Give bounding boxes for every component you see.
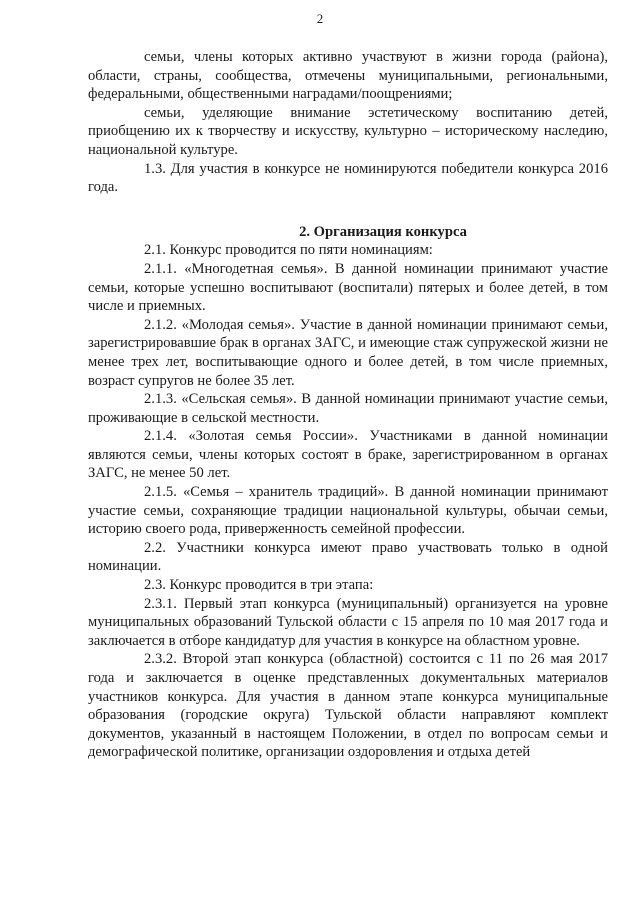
paragraph-2-1: 2.1. Конкурс проводится по пяти номинациям: <box>144 242 433 259</box>
paragraph-2-1-1: 2.1.1. «Многодетная семья». В данной номинации принимают участие семьи, которые успешно воспитывают (воспитали) пятерых и более детей, в том числе и приемных. <box>88 260 608 315</box>
paragraph-2-1-3: 2.1.3. «Сельская семья». В данной номинации принимают участие семьи, проживающие в сельской местности. <box>88 391 608 426</box>
paragraph-1-3: 1.3. Для участия в конкурсе не номинируются победители конкурса 2016 года. <box>88 160 608 196</box>
paragraph-2-2: 2.2. Участники конкурса имеют право участвовать только в одной номинации. <box>88 539 608 575</box>
document-body <box>88 48 608 762</box>
section-heading: 2. Организация конкурса <box>299 223 467 240</box>
paragraph-2-3-1: 2.3.1. Первый этап конкурса (муниципальный) организуется на уровне муниципальных образований Тульской области с 15 апреля по 10 мая 2017 года и заключается в отборе кандидатур для участия в конкурсе на областном уровне. <box>88 595 608 649</box>
paragraph-2-3: 2.3. Конкурс проводится в три этапа: <box>144 577 374 594</box>
paragraph-2-1-2: 2.1.2. «Молодая семья». Участие в данной номинации принимают семьи, зарегистрировавшие брак в органах ЗАГС, и имеющие стаж супружеской жизни не менее трех лет, воспитывающие одного и более детей, в том числе приемных, возраст супругов не более 35 лет. <box>88 316 608 389</box>
paragraph-2-3-2: 2.3.2. Второй этап конкурса (областной) состоится с 11 по 26 мая 2017 года и заключается в оценке представленных документальных материалов участников конкурса. Для участия в данном этапе конкурса муниципальные образования (городские округа) Тульской области направляют комплект документов, указанный в настоящем Положении, в отдел по вопросам семьи и демографической политике, организации оздоровления и отдыха детей <box>88 651 608 761</box>
paragraph-2-1-5: 2.1.5. «Семья – хранитель традиций». В данной номинации принимают участие семьи, сохраняющие традиции национальной культуры, обычаи семьи, историю своего рода, приверженность семейной профессии. <box>88 484 608 538</box>
paragraph-families-aesthetic: семьи, уделяющие внимание эстетическому воспитанию детей, приобщению их к творчеству и искусству, культурно – историческому наследию, национальной культуре. <box>88 104 608 158</box>
paragraph-families-active: семьи, члены которых активно участвуют в жизни города (района), области, страны, сообщества, отмечены муниципальными, региональными, федеральными, общественными наградами/поощрениями; <box>88 49 608 103</box>
spacer <box>88 197 608 223</box>
paragraph-2-1-4: 2.1.4. «Золотая семья России». Участниками в данной номинации являются семьи, члены которых состоят в браке, зарегистрированном в органах ЗАГС, не менее 50 лет. <box>88 428 608 482</box>
page-number: 2 <box>316 11 324 26</box>
